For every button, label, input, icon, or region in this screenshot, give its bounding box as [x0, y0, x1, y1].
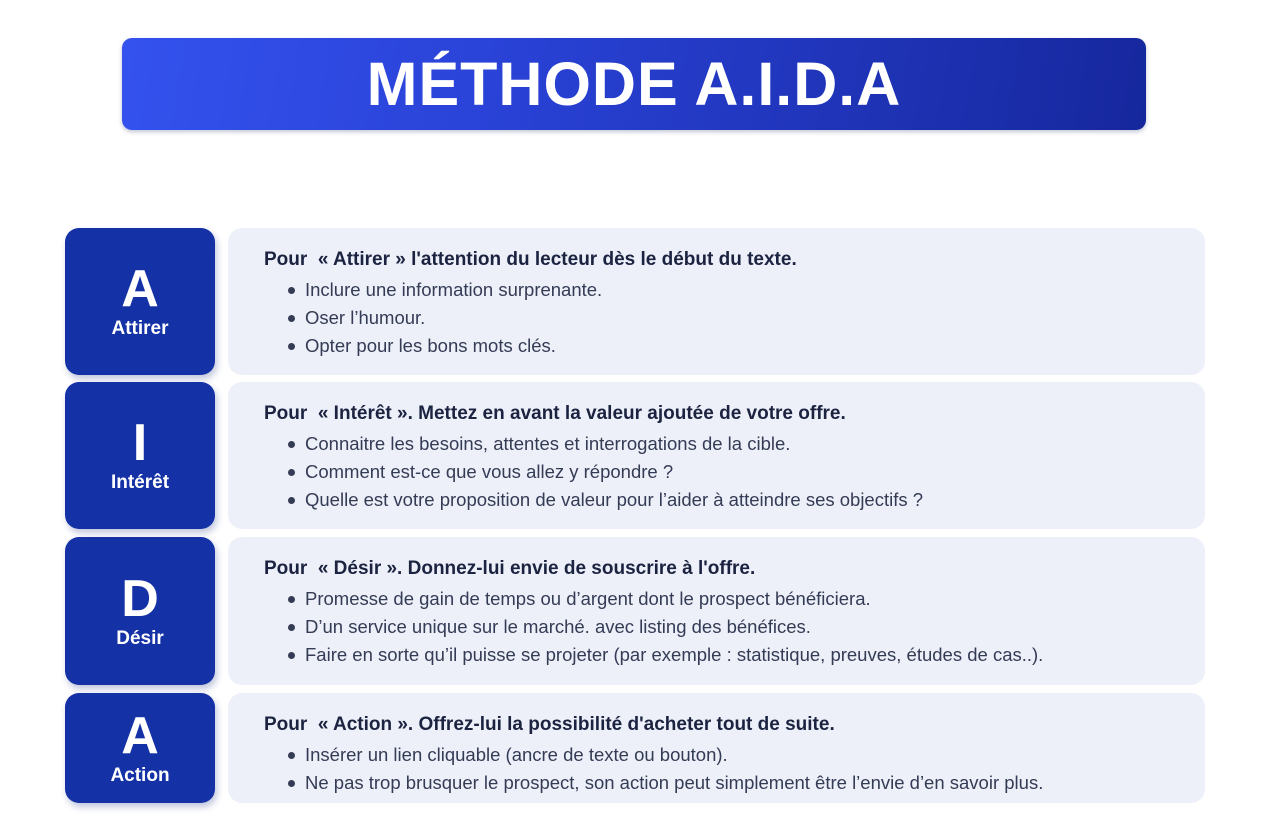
- content-panel-interet: [228, 382, 1205, 529]
- list-item: Opter pour les bons mots clés.: [288, 332, 1177, 360]
- list-item: Faire en sorte qu’il puisse se projeter (par exemple : statistique, preuves, études de cas..).: [288, 641, 1177, 669]
- block-letter: A: [121, 260, 159, 318]
- section-row-attirer: [65, 228, 1205, 375]
- bullet-list: [264, 741, 1177, 797]
- content-panel-action: [228, 693, 1205, 803]
- list-item: Connaitre les besoins, attentes et interrogations de la cible.: [288, 430, 1177, 458]
- block-letter: D: [121, 569, 159, 628]
- block-label: Désir: [116, 627, 164, 649]
- list-item: Comment est-ce que vous allez y répondre ?: [288, 458, 1177, 486]
- page-title: MÉTHODE A.I.D.A: [366, 50, 902, 118]
- section-row-interet: [65, 382, 1205, 529]
- list-item: Insérer un lien cliquable (ancre de texte ou bouton).: [288, 741, 1177, 769]
- block-letter: A: [121, 706, 159, 765]
- list-item: Quelle est votre proposition de valeur pour l’aider à atteindre ses objectifs ?: [288, 486, 1177, 514]
- block-letter: I: [132, 414, 148, 472]
- list-item: Promesse de gain de temps ou d’argent dont le prospect bénéficiera.: [288, 585, 1177, 613]
- panel-header: Pour « Attirer » l'attention du lecteur dès le début du texte.: [264, 249, 797, 270]
- list-item: Oser l’humour.: [288, 304, 1177, 332]
- list-item: Inclure une information surprenante.: [288, 276, 1177, 304]
- letter-block-desir: [65, 537, 215, 685]
- block-label: Action: [110, 764, 170, 786]
- section-row-action: [65, 693, 1205, 803]
- letter-block-interet: [65, 382, 215, 529]
- bullet-list: [264, 276, 1177, 360]
- panel-header: Pour « Action ». Offrez-lui la possibilité d'acheter tout de suite.: [264, 714, 835, 735]
- block-label: Intérêt: [110, 472, 170, 493]
- section-row-desir: [65, 537, 1205, 685]
- letter-block-action: [65, 693, 215, 803]
- panel-header: Pour « Désir ». Donnez-lui envie de souscrire à l'offre.: [264, 558, 756, 579]
- list-item: D’un service unique sur le marché. avec listing des bénéfices.: [288, 613, 1177, 641]
- block-label: Attirer: [111, 318, 169, 339]
- bullet-list: [264, 585, 1177, 669]
- panel-header: Pour « Intérêt ». Mettez en avant la valeur ajoutée de votre offre.: [264, 403, 846, 424]
- content-panel-desir: [228, 537, 1205, 685]
- letter-block-attirer: [65, 228, 215, 375]
- bullet-list: [264, 430, 1177, 514]
- title-banner: [122, 38, 1146, 130]
- list-item: Ne pas trop brusquer le prospect, son action peut simplement être l’envie d’en savoir plus.: [288, 769, 1177, 797]
- content-panel-attirer: [228, 228, 1205, 375]
